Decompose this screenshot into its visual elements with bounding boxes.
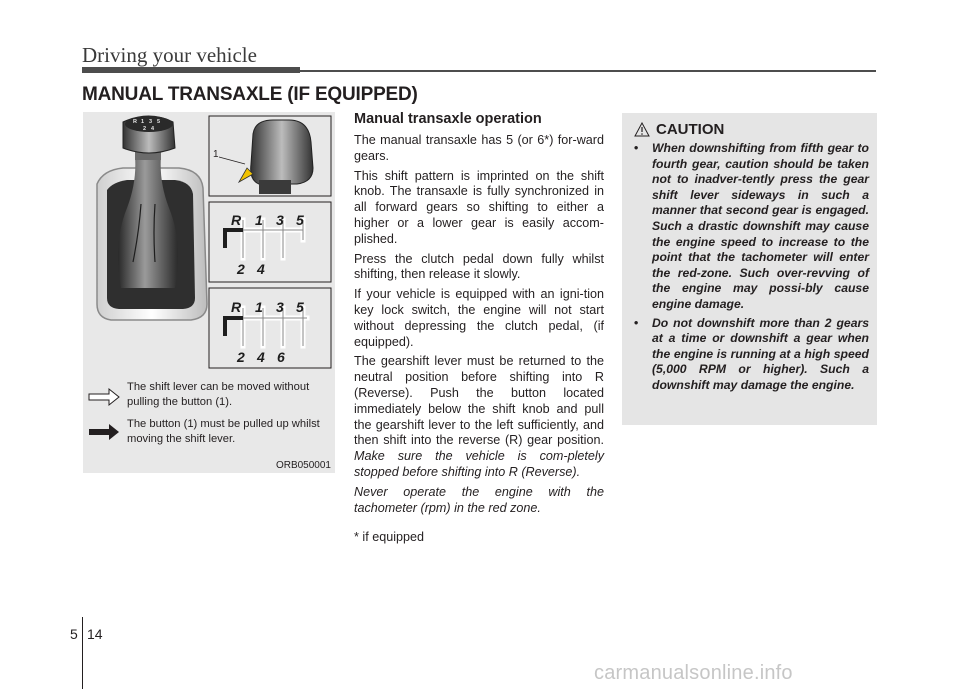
gear-label-3: 3 [276, 212, 284, 228]
paragraph: This shift pattern is imprinted on the shift knob. The transaxle is fully synchronized in all forward gears so shifting to either a higher or a lower gear is easily accom-plished. [354, 168, 604, 246]
svg-text:R: R [133, 119, 137, 125]
gear-label-4: 4 [257, 349, 265, 365]
footnote: * if equipped [354, 530, 425, 545]
page-chapter: 5 [70, 626, 78, 642]
paragraph-reverse-italic: Make sure the vehicle is com-pletely stopped before shifting into R (Reverse). [354, 449, 604, 479]
caution-item [632, 141, 869, 313]
gear-label-3: 3 [276, 299, 284, 315]
gear-label-6: 6 [277, 349, 285, 365]
gear-label-5: 5 [296, 212, 304, 228]
caution-header [634, 121, 869, 138]
footer-rule [82, 617, 83, 689]
legend-text-outline: The shift lever can be moved without pulling the button (1). [127, 381, 310, 408]
figure-code: ORB050001 [275, 460, 331, 471]
svg-text:5: 5 [157, 119, 161, 125]
legend-row-solid [83, 417, 335, 457]
bullet-icon: • [634, 141, 639, 155]
paragraph: Press the clutch pedal down fully whilst shifting, then release it slowly. [354, 251, 604, 282]
gear-label-1: 1 [255, 299, 263, 315]
subheading: Manual transaxle operation [354, 111, 542, 127]
page-number: 14 [87, 626, 103, 642]
tachometer-warning: Never operate the engine with the tachometer (rpm) in the red zone. [354, 484, 604, 515]
gear-label-2: 2 [237, 349, 245, 365]
main-column [354, 111, 604, 546]
paragraph: The manual transaxle has 5 (or 6*) for-ward gears. [354, 133, 604, 163]
caution-box [622, 113, 877, 425]
page-header-title: Driving your vehicle [82, 43, 257, 67]
watermark: carmanualsonline.info [594, 662, 793, 684]
paragraph-reverse-text: The gearshift lever must be returned to the neutral position before shifting into R (Reverse). Push the button located immediately below the shift knob and pull the gearshift lever to the left sufficiently, and then shift into the reverse (R) gear position. [354, 354, 604, 448]
callout-label: 1 [213, 149, 219, 160]
gear-label-r: R [231, 212, 242, 228]
svg-text:3: 3 [149, 119, 153, 125]
svg-text:2: 2 [143, 126, 147, 132]
warning-triangle-icon [634, 122, 650, 137]
gear-label-r: R [231, 299, 242, 315]
bullet-icon: • [634, 315, 639, 330]
header-bar [82, 67, 300, 73]
gearshift-figure [83, 112, 335, 473]
paragraph: If your vehicle is equipped with an igni-tion key lock switch, the engine will not start without depressing the clutch pedal, (if equipped). [354, 287, 604, 349]
gear-label-5: 5 [296, 299, 304, 315]
section-title: MANUAL TRANSAXLE (IF EQUIPPED) [82, 84, 418, 105]
legend-row-outline [83, 380, 335, 420]
gear-label-2: 2 [237, 261, 245, 277]
gear-label-1: 1 [255, 212, 263, 228]
caution-item [632, 316, 869, 394]
caution-item-text: When downshifting from fifth gear to fourth gear, caution should be taken not to inadver-tently press the gear shift lever sideways in such a manner that second gear is engaged. Such a drastic downshift may cause the engine speed to increase to the point that the tachometer will enter the red-zone. Such over-revving of the engine may possi-bly cause engine damage. [652, 141, 869, 311]
header-rule [300, 70, 876, 72]
caution-heading: CAUTION [656, 121, 725, 138]
svg-text:4: 4 [151, 126, 155, 132]
caution-item-text: Do not downshift more than 2 gears at a time or downshift a gear when the engine is running at a high speed (5,000 RPM or higher). Such a downshift may damage the engine. [652, 315, 869, 392]
legend-text-solid: The button (1) must be pulled up whilst moving the shift lever. [127, 418, 320, 445]
gear-label-4: 4 [257, 261, 265, 277]
paragraph-reverse [354, 354, 604, 480]
svg-text:1: 1 [141, 119, 145, 125]
